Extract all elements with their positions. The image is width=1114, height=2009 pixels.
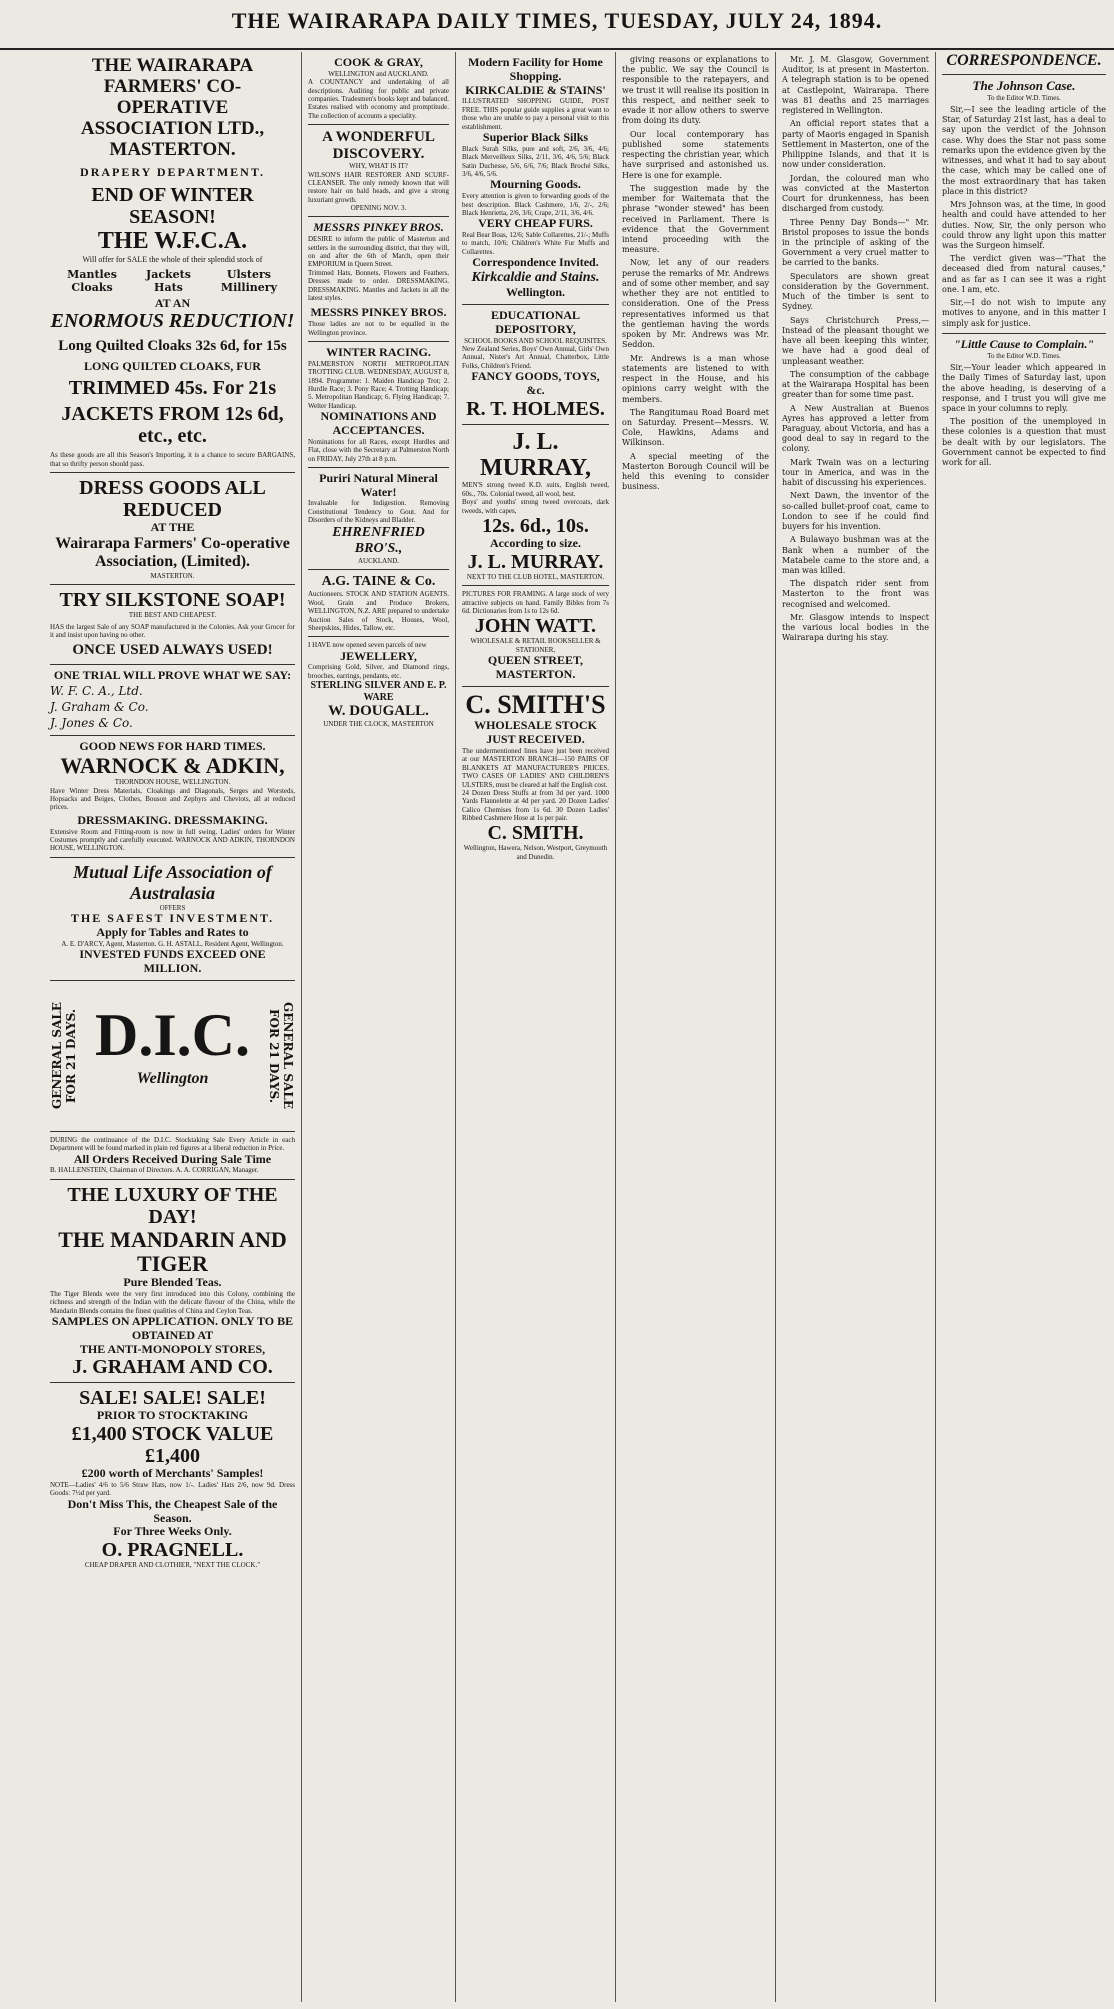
jewellery-heading: JEWELLERY, — [340, 648, 417, 663]
dressmaking-heading: DRESSMAKING. DRESSMAKING. — [77, 812, 268, 827]
dic-city: Wellington — [136, 1069, 209, 1087]
masterton-text: MASTERTON. — [150, 571, 195, 580]
farmers-title: THE WAIRARAPA FARMERS' CO-OPERATIVE ASSOCIATION LTD., MASTERTON. — [80, 55, 265, 160]
gould-heading: STERLING SILVER AND E. P. WARE — [310, 680, 447, 703]
quilted-line-2: LONG QUILTED CLOAKS, FUR — [84, 358, 261, 373]
item-ulsters: Ulsters Millinery — [220, 267, 277, 294]
sale-heading: SALE! SALE! SALE! — [79, 1387, 266, 1410]
reduction-heading: ENORMOUS REDUCTION! — [50, 310, 295, 333]
end-winter-heading: END OF WINTER SEASON! — [91, 184, 254, 229]
dougall-heading: W. DOUGALL. — [328, 703, 429, 720]
cook-gray-ad: COOK & GRAY, WELLINGTON and AUCKLAND. A COUNTANCY and undertaking of all descriptions. Auditing for public and private companies. Tradesmen's books kept and balanced. Estates realised with economy and promptitude. The collection of accounts a speciality. — [308, 52, 449, 125]
puriri-ad: Puriri Natural Mineral Water! Invaluable for Indigestion. Removing Constitutional Tendency to Gout. And for Disorders of the Kidneys and Bladder. EHRENFRIED BRO'S., AUCKLAND. — [308, 468, 449, 570]
column-5: Mr. J. M. Glasgow, Government Auditor, is at present in Masterton. A telegraph station is to be opened at Castlepoint, Wairarapa. There was 81 deaths and 25 marriages registered in Wellington. An official report states that a party of Maoris engaged in Spanish Settlement in Masterton, one of the Philippine Islands, and that it is now under consideration. Jordan, the coloured man who was convicted at the Masterton Court for drunkenness, has been discharged from custody. Three Penny Day Bonds—" Mr. Bristol proposes to issue the bonds in the principle of asking of the Government a very cruel matter to be carried to the banks. Speculators are shown great consideration by the Government. Much of the timber is sent to Sydney. Says Christchurch Press,—Instead of the pleasant thought we have all been keeping this winter, we have had a good deal of unpleasant weather. The consumption of the cabbage at the Wairarapa Hospital has been greater than for some time past. A New Australian at Buenos Ayres has approved a letter from Paraguay, about Victoria, and has a good deal to say in regard to the colony. Mark Twain was on a lecturing tour in America, and was in the habit of discussing his experiences. Next Dawn, the inventor of the so-called bullet-proof coat, came to London to see if he could find buyers for his invention. A Bulawayo bushman was at the Bank when a number of the Matabele came to the store and, a man was killed. The dispatch rider sent from Masterton to the front was recognised and welcomed. Mr. Glasgow intends to inspect the various local bodies in the Wairarapa during his stay. — [776, 52, 936, 2002]
kirkcaldie-ad: Modern Facility for Home Shopping. KIRKCALDIE & STAINS' ILLUSTRATED SHOPPING GUIDE, POST FREE. THIS popular guide supplies a great want to those who are unable to pay a personal visit to this establishment. Superior Black Silks Black Surah Silks, pure and soft, 2/6, 3/6, 4/6; Black Merveilleux Silks, 2/11, 3/6, 4/6, 5/6; Black Satin Duchesse, 5/6, 6/6, 7/6; Black Broché Silks, 3/6, 4/6, 5/6. Mourning Goods. Every attention is given to forwarding goods of the best description. Black Cashmere, 1/6, 2/-, 2/6; Black Henrietta, 2/6, 3/6; Crape, 2/11, 3/6, 4/6. VERY CHEAP FURS. Real Bear Boas, 12/6; Sable Collarettes, 21/-; Muffs to match, 10/6; Children's White Fur Muffs and Collarettes. Correspondence Invited. Kirkcaldie and Stains. Wellington. — [462, 52, 609, 305]
murray2-heading: J. L. MURRAY. — [467, 550, 604, 573]
pinkey-heading-2: MESSRS PINKEY BROS. — [310, 305, 447, 320]
safest-heading: THE SAFEST INVESTMENT. — [70, 911, 275, 926]
queen-street: QUEEN STREET, MASTERTON. — [487, 653, 584, 681]
mutual-ad: Mutual Life Association of Australasia OFFERS THE SAFEST INVESTMENT. Apply for Tables and Rates to A. E. D'ARCY, Agent, Masterton. G. H. ASTALL, Resident Agent, Wellington. INVESTED FUNDS EXCEED ONE MILLION. — [50, 858, 295, 981]
kirk2-heading: Kirkcaldie and Stains. — [471, 270, 600, 286]
warnock-heading: WARNOCK & ADKIN, — [60, 753, 285, 779]
superior-heading: Superior Black Silks — [482, 129, 589, 144]
column-6: CORRESPONDENCE. The Johnson Case. To the Editor W.D. Times. Sir,—I see the leading article of the Star, of Saturday 21st last, has a deal to say upon the verdict of the Johnson case. Why does the Star not pass some remarks upon the evidence given by the witnesses, and what it had to say about the case, which may be called one of the most extraordinary that has taken place in this district? Mrs Johnson was, at the time, in good health and could have attended to her duties. Now, Sir, the only person who could throw any light upon this matter was the Surgeon himself. The verdict given was—"That the deceased died from natural causes," and as far as I can see it was a right one. I am, etc. Sir,—I do not wish to impute any motives to anyone, and in this matter I simply ask for justice. "Little Cause to Complain." To the Editor W.D. Times. Sir,—Your leader which appeared in the Daily Times of Saturday last, upon the above heading, is deserving of a response, and I trust you will give me space in your columns to reply. The position of the unemployed in these colonies is a question that must be dealt with by our legislators. The Government cannot be expected to find work for all. — [942, 52, 1106, 468]
pure-heading: Pure Blended Teas. — [123, 1275, 222, 1290]
agent-3: J. Jones & Co. — [50, 715, 133, 730]
masthead — [0, 8, 1114, 50]
trimmed-line: TRIMMED 45s. For 21s — [68, 377, 277, 400]
received-text: WHOLESALE STOCK JUST RECEIVED. — [474, 718, 597, 747]
dont-miss: Don't Miss This, the Cheapest Sale of the Season. — [67, 1496, 278, 1525]
watt-ad: PICTURES FOR FRAMING. A large stock of very attractive subjects on hand. Family Bibles from 7s 6d. Dictionaries from 1s to 12s 6d. JOHN WATT. WHOLESALE & RETAIL BOOKSELLER & STATIONER, QUEEN STREET, MASTERTON. — [462, 586, 609, 687]
wonderful-heading: A WONDERFUL DISCOVERY. — [322, 129, 435, 162]
puriri-heading: Puriri Natural Mineral Water! — [319, 470, 438, 499]
agent-1: W. F. C. A., Ltd. — [50, 684, 143, 699]
cheap-draper: CHEAP DRAPER AND CLOTHIER, "NEXT THE CLOCK." — [84, 1561, 261, 1570]
school-text: SCHOOL BOOKS AND SCHOOL REQUISITES. — [464, 336, 607, 345]
little-heading: "Little Cause to Complain." — [953, 336, 1094, 351]
correspondence-heading: CORRESPONDENCE. — [946, 52, 1102, 69]
column-3 — [456, 52, 616, 2002]
farmers-ad: THE WAIRARAPA FARMERS' CO-OPERATIVE ASSOCIATION LTD., MASTERTON. DRAPERY DEPARTMENT. END OF WINTER SEASON! THE W.F.C.A. Will offer for SALE the whole of their splendid stock of Mantles Cloaks Jackets Hats Ulsters Millinery AT AN ENORMOUS REDUCTION! Long Quilted Cloaks 32s 6d, for 15s LONG QUILTED CLOAKS, FUR TRIMMED 45s. For 21s JACKETS FROM 12s 6d, etc., etc. As these goods are all this Season's Importing, it is a chance to secure BARGAINS, that so thrifty person should pass. — [50, 52, 295, 473]
taine-heading: A.G. TAINE & Co. — [321, 574, 436, 590]
dress-goods-ad — [50, 473, 295, 585]
one-trial-heading: ONE TRIAL WILL PROVE WHAT WE SAY: — [53, 667, 292, 682]
taine-ad: A.G. TAINE & Co. Auctioneers. STOCK AND STATION AGENTS. Wool, Grain and Produce Brokers, WELLINGTON, N.Z. ARE prepared to undertake Auction Sales of Stock, Houses, Wool, Sheepskins, Hides, Tallow, etc. — [308, 570, 449, 637]
winter-racing: WINTER RACING. — [326, 344, 431, 359]
warnock-ad: GOOD NEWS FOR HARD TIMES. WARNOCK & ADKIN, THORNDON HOUSE, WELLINGTON. Have Winter Dress Materials, Cloakings and Diagonals, Serges and Worsteds, Hopsacks and Beiges, Clothes, Bouson and Zephyrs and Cheviots, all at reduced prices. DRESSMAKING. DRESSMAKING. Extensive Room and Fitting-room is now in full swing. Ladies' orders for Winter Costumes promptly and carefully executed. WARNOCK AND ADKIN, THORNDON HOUSE, WELLINGTON. — [50, 736, 295, 858]
invested-text: INVESTED FUNDS EXCEED ONE MILLION. — [79, 947, 266, 975]
smith2-heading: C. SMITH. — [487, 822, 584, 845]
to-editor: To the Editor W.D. Times. — [987, 93, 1061, 102]
hats-text: Boys' and youths' strong tweed overcoats, dark tweeds, with capes, — [462, 498, 609, 515]
coop-heading: Wairarapa Farmers' Co-operative Association, (Limited). — [55, 535, 290, 571]
item-jackets: Jackets Hats — [145, 267, 191, 294]
wholesale-text: WHOLESALE & RETAIL BOOKSELLER & STATIONER, — [470, 637, 601, 654]
item-mantles: Mantles Cloaks — [67, 267, 117, 294]
silkstone-sub: THE BEST AND CHEAPEST. — [128, 611, 217, 620]
auckland-text: AUCKLAND. — [357, 556, 400, 565]
once-used: ONCE USED ALWAYS USED! — [72, 642, 273, 659]
jackets-line: JACKETS FROM 12s 6d, etc., etc. — [61, 403, 284, 448]
racing-ad: WINTER RACING. PALMERSTON NORTH METROPOLITAN TROTTING CLUB. WEDNESDAY, AUGUST 8, 1894. Programme: 1. Maiden Handicap Trot; 2. Hurdle Race; 3. Pony Race; 4. Trotting Handicap; 5. Metropolitan Handicap; 6. Flying Handicap; 7. Welter Handicap. NOMINATIONS AND ACCEPTANCES. Nominations for all Races, except Hurdles and Flat, close with the Secretary at Palmerston North on FRIDAY, July 27th at 8 p.m. — [308, 342, 449, 468]
good-news-heading: GOOD NEWS FOR HARD TIMES. — [79, 739, 266, 754]
holmes-heading: R. T. HOLMES. — [466, 397, 605, 420]
according-text: According to size. — [490, 536, 581, 551]
warnock-sub: THORNDON HOUSE, WELLINGTON. — [114, 778, 231, 787]
dress-heading: DRESS GOODS ALL REDUCED — [79, 477, 266, 522]
offer-text: Will offer for SALE the whole of their splendid stock of — [82, 254, 263, 264]
holmes-ad: EDUCATIONAL DEPOSITORY, SCHOOL BOOKS AND SCHOOL REQUISITES. New Zealand Series, Boys' Own Annual, Girls' Own Annual, Nister's Art Annual, Chatterbox, Little Folks, Children's Friend. FANCY GOODS, TOYS, &c. R. T. HOLMES. — [462, 305, 609, 425]
quilted-line-1: Long Quilted Cloaks 32s 6d, for 15s — [58, 338, 287, 355]
agent-2: J. Graham & Co. — [50, 700, 149, 715]
educational-heading: EDUCATIONAL DEPOSITORY, — [490, 307, 581, 336]
wellington-text: Wellington. — [505, 285, 565, 300]
column-4: giving reasons or explanations to the public. We say the Council is responsible to the ratepayers, and we trust it will realise its position in this respect, and neither seek to evade it nor allow others to swerve from doing its duty. Our local contemporary has published some statements respecting the christian year, which have surprised and astonished us. Here is one for example. The suggestion made by the member for Waitemata that the phrase "wonder stewed" has been received in Parliament. There is evidence that the Government intend proceeding with the measure. Now, let any of our readers peruse the remarks of Mr. Andrews and of some other member, and say whether they are not entitled to consideration. One of the Press representatives informed us that the gentleman having the words spoken by Mr. Andrews was Mr. Seddon. Mr. Andrews is a man whose statements are listened to with respect in the House, and his opinions carry weight with the members. The Rangitumau Road Board met on Saturday. Present—Messrs. W. Cole, Hawkins, Adams and Wilkinson. A special meeting of the Masterton Borough Council will be held this evening to consider business. — [616, 52, 776, 2002]
items-row — [50, 268, 295, 294]
luxury-heading: THE LUXURY OF THE DAY! — [67, 1183, 278, 1228]
column-2 — [302, 52, 456, 2002]
why-text: WHY, WHAT IS IT? — [349, 162, 408, 171]
kirkcaldie-heading: KIRKCALDIE & STAINS' — [465, 82, 606, 97]
next-club: NEXT TO THE CLUB HOTEL, MASTERTON. — [466, 572, 605, 581]
silkstone-heading: TRY SILKSTONE SOAP! — [59, 589, 286, 612]
furs-heading: VERY CHEAP FURS. — [478, 216, 593, 231]
pinkey-heading: MESSRS PINKEY BROS. — [313, 220, 444, 235]
column-1 — [44, 52, 302, 2002]
silkstone-ad: TRY SILKSTONE SOAP! THE BEST AND CHEAPEST. HAS the largest Sale of any SOAP manufactured in the Colonies. Ask your Grocer for it and insist upon having no other. ONCE USED ALWAYS USED! — [50, 585, 295, 664]
nominations: NOMINATIONS AND ACCEPTANCES. — [320, 409, 437, 437]
all-orders: All Orders Received During Sale Time — [73, 1151, 272, 1166]
dic-details: DURING the continuance of the D.I.C. Stocktaking Sale Every Article in each Department will be found marked in plain red figures at a liberal reduction in Price. All Orders Received During Sale Time B. HALLENSTEIN, Chairman of Directors. A. A. CORRIGAN, Manager. — [50, 1132, 295, 1180]
murray-heading: J. L. MURRAY, — [480, 428, 591, 482]
prior-text: PRIOR TO STOCKTAKING — [96, 1408, 249, 1423]
modern-heading: Modern Facility for Home Shopping. — [468, 55, 603, 83]
smith-branches: Wellington, Hawera, Nelson, Westport, Greymouth and Dunedin. — [463, 844, 608, 861]
general-sale-left: GENERAL SALE FOR 21 DAYS. — [50, 1002, 78, 1110]
opening-text: OPENING NOV. 3. — [350, 204, 407, 213]
mutual-heading: Mutual Life Association of Australasia — [73, 861, 272, 903]
cook-sub: WELLINGTON and AUCKLAND. — [328, 69, 429, 78]
murray-ad: J. L. MURRAY, MEN'S strong tweed K.D. suits, English tweed, 60s., 70s. Colonial tweed, all wool, best. Boys' and youths' strong tweed overcoats, dark tweeds, with capes, 12s. 6d., 10s. According to size. J. L. MURRAY. NEXT TO THE CLUB HOTEL, MASTERTON. — [462, 425, 609, 587]
ehrenfried-heading: EHRENFRIED BRO'S., — [332, 524, 425, 556]
mandarin-heading: THE MANDARIN AND TIGER — [58, 1226, 287, 1276]
under-clock: UNDER THE CLOCK, MASTERTON — [323, 719, 434, 728]
tea-ad: THE LUXURY OF THE DAY! THE MANDARIN AND TIGER Pure Blended Teas. The Tiger Blends were the very first introduced into this Colony, combining the richness and strength of the Indian with the delicate flavour of the China, while the Mandarin Blends contains the finest qualities of China and Ceylon Teas. SAMPLES ON APPLICATION. ONLY TO BE OBTAINED AT THE ANTI-MONOPOLY STORES, J. GRAHAM AND CO. — [50, 1180, 295, 1384]
drapery-heading: DRAPERY DEPARTMENT. — [80, 165, 265, 180]
offers-text: OFFERS — [159, 903, 186, 912]
general-sale-right: GENERAL SALE FOR 21 DAYS. — [267, 1002, 295, 1110]
fancy-text: FANCY GOODS, TOYS, &c. — [471, 369, 600, 397]
three-weeks: For Three Weeks Only. — [113, 1524, 232, 1539]
stock-value: £1,400 STOCK VALUE £1,400 — [71, 1423, 274, 1468]
samples-text: SAMPLES ON APPLICATION. ONLY TO BE OBTAINED AT — [51, 1314, 294, 1342]
dic-ad — [50, 981, 295, 1132]
merchants-text: £200 worth of Merchants' Samples! — [81, 1466, 264, 1481]
cook-heading: COOK & GRAY, — [334, 55, 423, 69]
watt-heading: JOHN WATT. — [474, 615, 597, 638]
price-text: 12s. 6d., 10s. — [482, 515, 589, 538]
johnson-heading: The Johnson Case. — [972, 77, 1076, 93]
discovery-ad: A WONDERFUL DISCOVERY. WHY, WHAT IS IT? WILSON'S HAIR RESTORER AND SCURF-CLEANSER. The only remedy known that will restore hair on bald heads, and give a strong luxuriant growth. OPENING NOV. 3. — [308, 125, 449, 217]
smith-heading: C. SMITH'S — [465, 689, 606, 719]
pragnell-heading: O. PRAGNELL. — [101, 1539, 244, 1562]
smith-ad: C. SMITH'S WHOLESALE STOCK JUST RECEIVED. The undermentioned lines have just been received at our MASTERTON BRANCH—150 PAIRS OF BLANKETS AT MANUFACTURER'S PRICES. TWO CASES OF LADIES' AND CHILDREN'S ULSTERS, must be cleared at half the English cost. 24 Dozen Dress Stuffs at from 3d per yard. 1000 Yards Flannelette at 4d per yard. 20 Dozen Ladies' Calico Chemises from 1s 6d. 30 Dozen Ladies' Ribbed Cashmere Hose at 1s per pair. C. SMITH. Wellington, Hawera, Nelson, Westport, Greymouth and Dunedin. — [462, 689, 609, 861]
dic-logo: D.I.C. — [94, 1001, 250, 1068]
to-editor-2: To the Editor W.D. Times. — [987, 351, 1061, 360]
correspondence-heading: Correspondence Invited. — [472, 255, 599, 270]
pinkey-ad: MESSRS PINKEY BROS. DESIRE to inform the public of Masterton and settlers in the surrounding district, that they will, on and after the 6th of March, open their EMPORIUM in Queen Street. Trimmed Hats, Bonnets, Flowers and Feathers, Dresses made to order. DRESSMAKING. DRESSMAKING. Mantles and Jackets in all the latest styles. MESSRS PINKEY BROS. Those ladies are not to be equalled in the Wellington province. — [308, 217, 449, 342]
mourning-heading: Mourning Goods. — [490, 177, 581, 192]
anti-text: THE ANTI-MONOPOLY STORES, — [79, 1341, 266, 1356]
masthead-title: THE WAIRARAPA DAILY TIMES, TUESDAY, JULY 24, 1894. — [231, 8, 883, 33]
graham-heading: J. GRAHAM AND CO. — [72, 1356, 273, 1379]
one-trial-ad — [50, 665, 295, 737]
apply-text: Apply for Tables and Rates to — [96, 924, 249, 939]
pragnell-ad: SALE! SALE! SALE! PRIOR TO STOCKTAKING £1,400 STOCK VALUE £1,400 £200 worth of Merchants' Samples! NOTE—Ladies' 4/6 to 5/6 Straw Hats, now 1/-. Ladies' Hats 2/6, now 9d. Dress Goods: 7½d per yard. Don't Miss This, the Cheapest Sale of the Season. For Three Weeks Only. O. PRAGNELL. CHEAP DRAPER AND CLOTHIER, "NEXT THE CLOCK." — [50, 1387, 295, 1570]
at-an-text: AT AN — [154, 295, 191, 310]
dougall-ad: I HAVE now opened seven parcels of new JEWELLERY, Comprising Gold, Silver, and Diamond rings, brooches, earrings, pendants, etc. STERLING SILVER AND E. P. WARE W. DOUGALL. UNDER THE CLOCK, MASTERTON — [308, 641, 449, 728]
wfca-heading: THE W.F.C.A. — [97, 228, 248, 255]
at-the-text: AT THE — [150, 520, 195, 535]
